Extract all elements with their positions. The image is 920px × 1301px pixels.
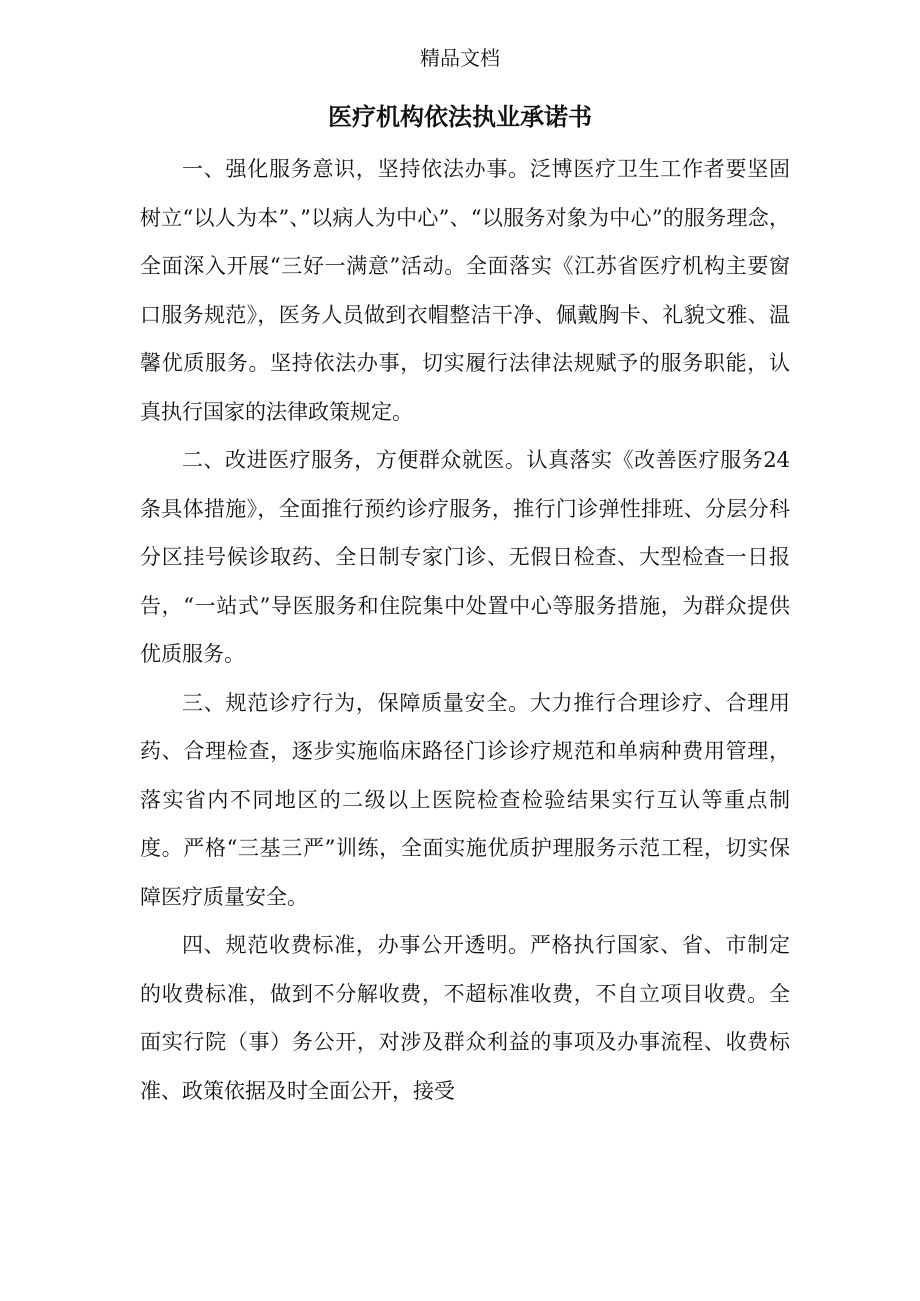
document-body [140, 145, 790, 1115]
paragraph-1: 一、强化服务意识，坚持依法办事。泛博医疗卫生工作者要坚固树立“以人为本”、”以病人为中心”、“以服务对象为中心”的服务理念，全面深入开展“三好一满意”活动。全面落实《江苏省医疗机构主要窗口服务规范》，医务人员做到衣帽整洁干净、佩戴胸卡、礼貌文雅、温馨优质服务。坚持依法办事，切实履行法律法规赋予的服务职能，认真执行国家的法律政策规定。 [140, 157, 790, 424]
page-header: 精品文档 [420, 46, 500, 70]
paragraph-3: 三、规范诊疗行为，保障质量安全。大力推行合理诊疗、合理用药、合理检查，逐步实施临床路径门诊诊疗规范和单病种费用管理，落实省内不同地区的二级以上医院检查检验结果实行互认等重点制度。严格“三基三严”训练，全面实施优质护理服务示范工程，切实保障医疗质量安全。 [140, 690, 790, 909]
paragraph-4: 四、规范收费标准，办事公开透明。严格执行国家、省、市制定的收费标准，做到不分解收费，不超标准收费，不自立项目收费。全面实行院（事）务公开，对涉及群众利益的事项及办事流程、收费标准、政策依据及时全面公开，接受 [140, 933, 790, 1103]
paragraph-2: 二、改进医疗服务，方便群众就医。认真落实《改善医疗服务24条具体措施》，全面推行预约诊疗服务，推行门诊弹性排班、分层分科分区挂号候诊取药、全日制专家门诊、无假日检查、大型检查一日报告，“一站式”导医服务和住院集中处置中心等服务措施，为群众提供优质服务。 [140, 448, 790, 666]
document-title: 医疗机构依法执业承诺书 [328, 103, 592, 131]
